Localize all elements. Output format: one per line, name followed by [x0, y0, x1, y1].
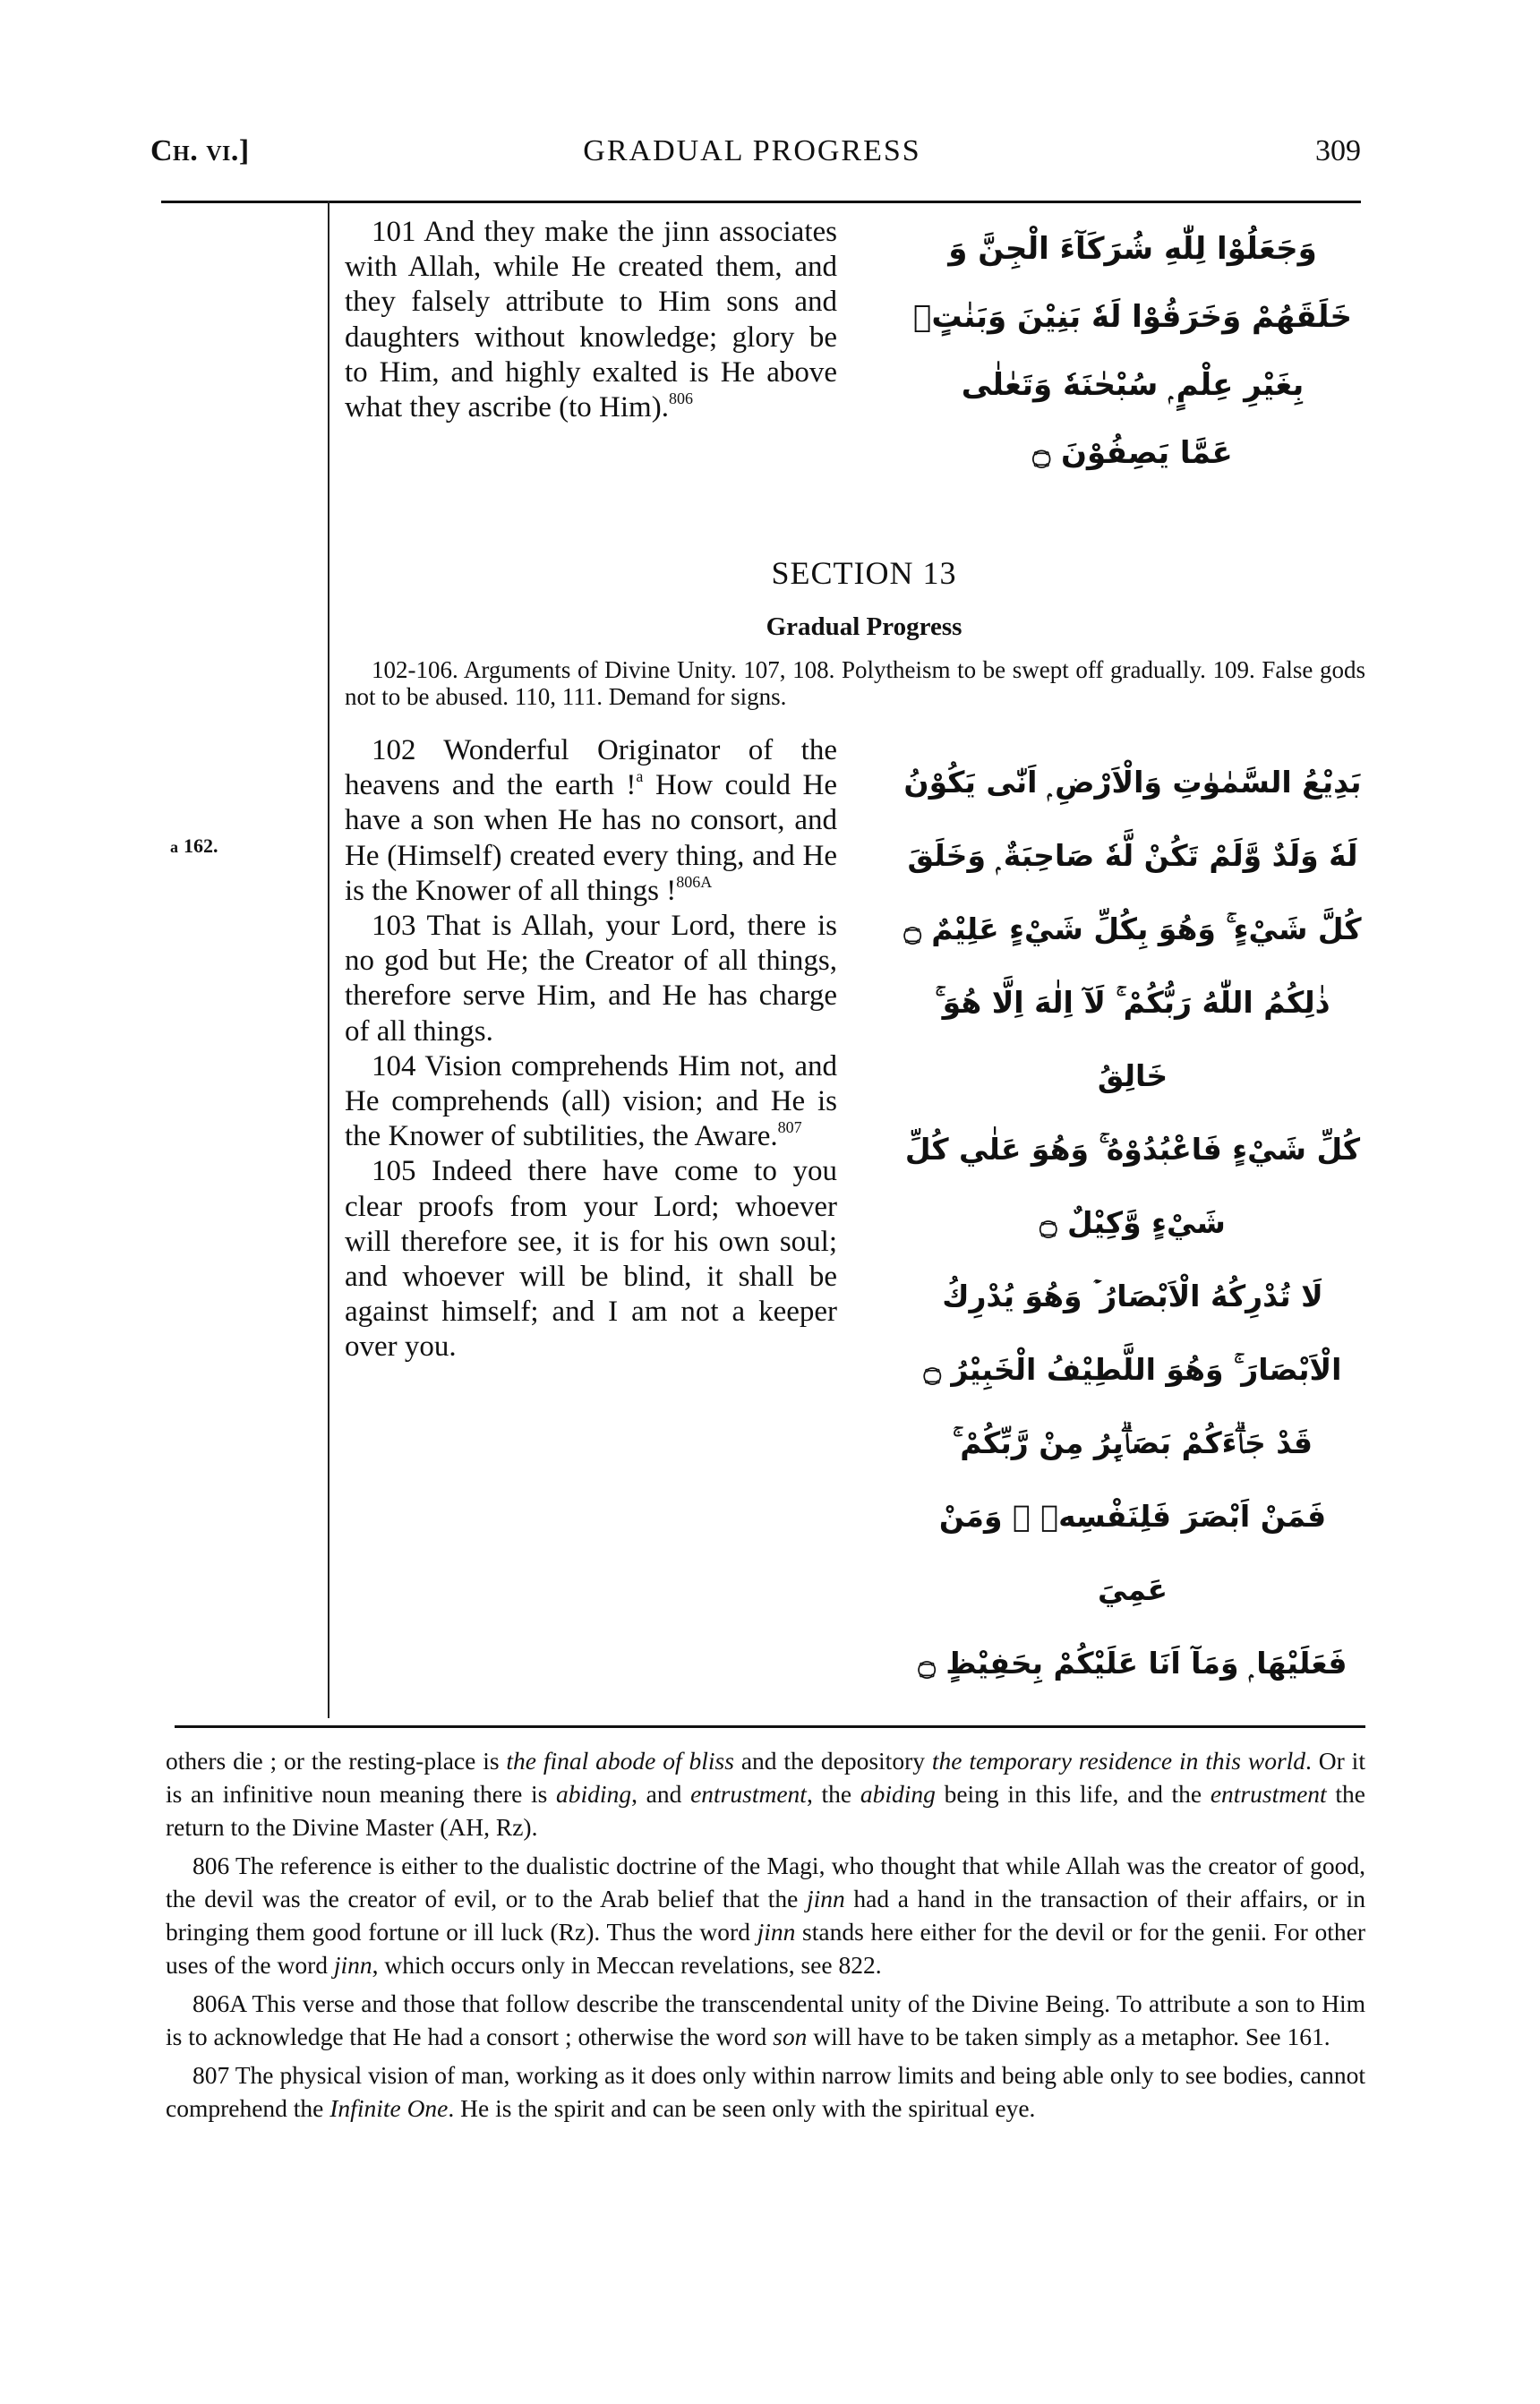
- footnote-italic-text: jinn: [333, 1951, 372, 1979]
- footnote-text: and the depository: [733, 1747, 932, 1775]
- page-number: 309: [1315, 134, 1361, 167]
- arabic-line: الْاَبْصَارَ ۚ وَهُوَ اللَّطِيْفُ الْخَبِيْرُ ۝: [923, 1352, 1342, 1387]
- verse-paragraph: [345, 215, 837, 425]
- verses-102-105-arabic: [900, 746, 1365, 1700]
- footnote-italic-text: Infinite One: [329, 2094, 449, 2122]
- footnote-text: will have to be taken simply as a metaphor. See 161.: [807, 2023, 1330, 2050]
- header-rule: [161, 201, 1361, 203]
- running-header-title: GRADUAL PROGRESS: [583, 134, 921, 167]
- verse-paragraph: [345, 733, 837, 909]
- arabic-line: قَدْ جَاۗءَكُمْ بَصَاۗىِٕرُ مِنْ رَّبِّكُمْ ۚ: [953, 1425, 1313, 1460]
- footnote-italic-text: abiding: [556, 1780, 632, 1808]
- footnote-text: 807 The physical vision of man, working as it does only within narrow limits and being able only to see bodies, cannot comprehend the: [166, 2061, 1365, 2122]
- verse-text: How could He have a son when He has no consort, and He (Himself) created every thing, and He is the Knower of all things !: [345, 769, 837, 907]
- verses-102-105-english: [345, 733, 837, 1365]
- cross-ref-marker[interactable]: a: [636, 767, 644, 786]
- footnote-italic-text: entrustment: [690, 1780, 807, 1808]
- footnote-italic-text: the temporary residence in this world: [931, 1747, 1306, 1775]
- footnote-continuation: [166, 1744, 1365, 1844]
- footnote-ref[interactable]: 806A: [676, 872, 713, 891]
- verse-101-english: [345, 215, 837, 425]
- verse-text: 101 And they make the jinn associates with Allah, while He created them, and they falsely attribute to Him sons and daughters without knowledge; glory be to Him, and highly exalted is He above what they ascribe (to Him).: [345, 216, 837, 424]
- footnote-text: , which occurs only in Meccan revelations, see 822.: [372, 1951, 882, 1979]
- margin-divider-line: [328, 201, 329, 1718]
- footnote-ref[interactable]: 807: [777, 1118, 802, 1137]
- arabic-line: وَجَعَلُوْا لِلّٰهِ شُرَكَآءَ الْجِنَّ وَ: [948, 231, 1317, 267]
- verse-101-arabic: [900, 215, 1365, 487]
- verse-text: 103 That is Allah, your Lord, there is no god but He; the Creator of all things, therefore serve Him, and He has charge of all things.: [345, 910, 837, 1048]
- arabic-line: شَيْءٍ وَّكِيْلٌ ۝: [1040, 1205, 1226, 1240]
- footnote-806A: [166, 1987, 1365, 2053]
- arabic-line: خَلَقَهُمْ وَخَرَقُوْا لَهٗ بَنِيْنَ وَبَنٰتٍۢ: [912, 299, 1352, 335]
- running-header-chapter: [150, 134, 250, 168]
- footnote-text: being in this life, and the: [935, 1780, 1211, 1808]
- footnote-text: 806 The reference is either to the dualistic doctrine of the Magi, who thought that while Allah was the creator of good, the devil was the creator of evil, or to the Arab belief that the: [166, 1852, 1365, 1912]
- verse-101-row: [345, 215, 1365, 487]
- arabic-line: لَا تُدْرِكُهُ الْاَبْصَارُ ۡ وَهُوَ يُدْرِكُ: [942, 1279, 1323, 1313]
- arabic-line: فَمَنْ اَبْصَرَ فَلِنَفْسِهٖ ۚ وَمَنْ عَمِيَ: [938, 1499, 1327, 1607]
- cross-ref-number: 162.: [184, 834, 218, 857]
- verse-text: 104 Vision comprehends Him not, and He comprehends (all) vision; and He is the Knower of subtilities, the Aware.: [345, 1049, 837, 1153]
- arabic-line: بِغَيْرِ عِلْمٍ ۭ سُبْحٰنَهٗ وَتَعٰلٰى: [961, 367, 1305, 403]
- footnote-text: , and: [631, 1780, 691, 1808]
- footnote-italic-text: son: [773, 2023, 808, 2050]
- footnote-italic-text: the final abode of bliss: [506, 1747, 734, 1775]
- chapter-label: Ch. vi.]: [150, 134, 250, 167]
- arabic-line: عَمَّا يَصِفُوْنَ ۝: [1032, 435, 1233, 471]
- verses-102-105-row: [345, 733, 1365, 1700]
- footnote-italic-text: abiding: [860, 1780, 936, 1808]
- footnote-rule: [175, 1725, 1365, 1728]
- footnote-text: others die ; or the resting-place is: [166, 1747, 507, 1775]
- footnote-806: [166, 1849, 1365, 1981]
- margin-cross-reference[interactable]: [170, 834, 218, 858]
- footnote-text: . He is the spirit and can be seen only with the spiritual eye.: [448, 2094, 1036, 2122]
- footnote-807: [166, 2058, 1365, 2125]
- section-heading: [345, 553, 1365, 710]
- footnote-italic-text: jinn: [757, 1918, 796, 1946]
- footnote-ref[interactable]: 806: [668, 389, 693, 408]
- footnote-text: , the: [806, 1780, 860, 1808]
- verse-paragraph: [345, 1154, 837, 1365]
- cross-ref-letter: a: [170, 838, 178, 856]
- footnote-text: had a hand in the transaction of their affairs, or in bringing them good fortune or ill luck (Rz). Thus the word: [166, 1885, 1365, 1946]
- verse-text: 105 Indeed there have come to you clear proofs from your Lord; whoever will therefore see, it is for his own soul; and whoever will be blind, it shall be against himself; and I am not a keeper over you.: [345, 1155, 837, 1364]
- arabic-line: فَعَلَيْهَا ۭ وَمَآ اَنَا عَلَيْكُمْ بِحَفِيْظٍ ۝: [918, 1646, 1348, 1681]
- arabic-line: كُلِّ شَيْءٍ فَاعْبُدُوْهُ ۚ وَهُوَ عَلٰي كُلِّ: [904, 1132, 1361, 1167]
- section-number: SECTION 13: [771, 555, 957, 591]
- arabic-line: بَدِيْعُ السَّمٰوٰتِ وَالْاَرْضِ ۭ اَنّٰى يَكُوْنُ: [903, 765, 1362, 800]
- footnote-text: 806A This verse and those that follow describe the transcendental unity of the Divine Being. To attribute a son to Him is to acknowledge that He had a consort ; otherwise the word: [166, 1989, 1365, 2050]
- verse-paragraph: [345, 909, 837, 1049]
- footnote-text: . Or it is an infinitive noun meaning there is: [166, 1747, 1365, 1808]
- arabic-line: لَهٗ وَلَدٌ وَّلَمْ تَكُنْ لَّهٗ صَاحِبَةٌ ۭ وَخَلَقَ: [907, 838, 1358, 873]
- footnote-text: the return to the Divine Master (AH, Rz).: [166, 1780, 1365, 1841]
- footnotes: [166, 1744, 1365, 2125]
- section-summary: 102-106. Arguments of Divine Unity. 107, 108. Polytheism to be swept off gradually. 109. False gods not to be abused. 110, 111. Demand for signs.: [345, 656, 1365, 710]
- arabic-line: كُلَّ شَيْءٍ ۚ وَهُوَ بِكُلِّ شَيْءٍ عَلِيْمٌ ۝: [903, 911, 1362, 946]
- verse-text: 102 Wonderful Originator of the heavens and the earth !: [345, 734, 837, 802]
- footnote-italic-text: entrustment: [1210, 1780, 1327, 1808]
- verse-paragraph: [345, 1049, 837, 1155]
- footnote-text: stands here either for the devil or for the genii. For other uses of the word: [166, 1918, 1365, 1979]
- section-title: Gradual Progress: [766, 612, 962, 641]
- footnote-italic-text: jinn: [807, 1885, 845, 1912]
- arabic-line: ذٰلِكُمُ اللّٰهُ رَبُّكُمْ ۚ لَآ اِلٰهَ اِلَّا هُوَ ۚ خَالِقُ: [935, 985, 1330, 1093]
